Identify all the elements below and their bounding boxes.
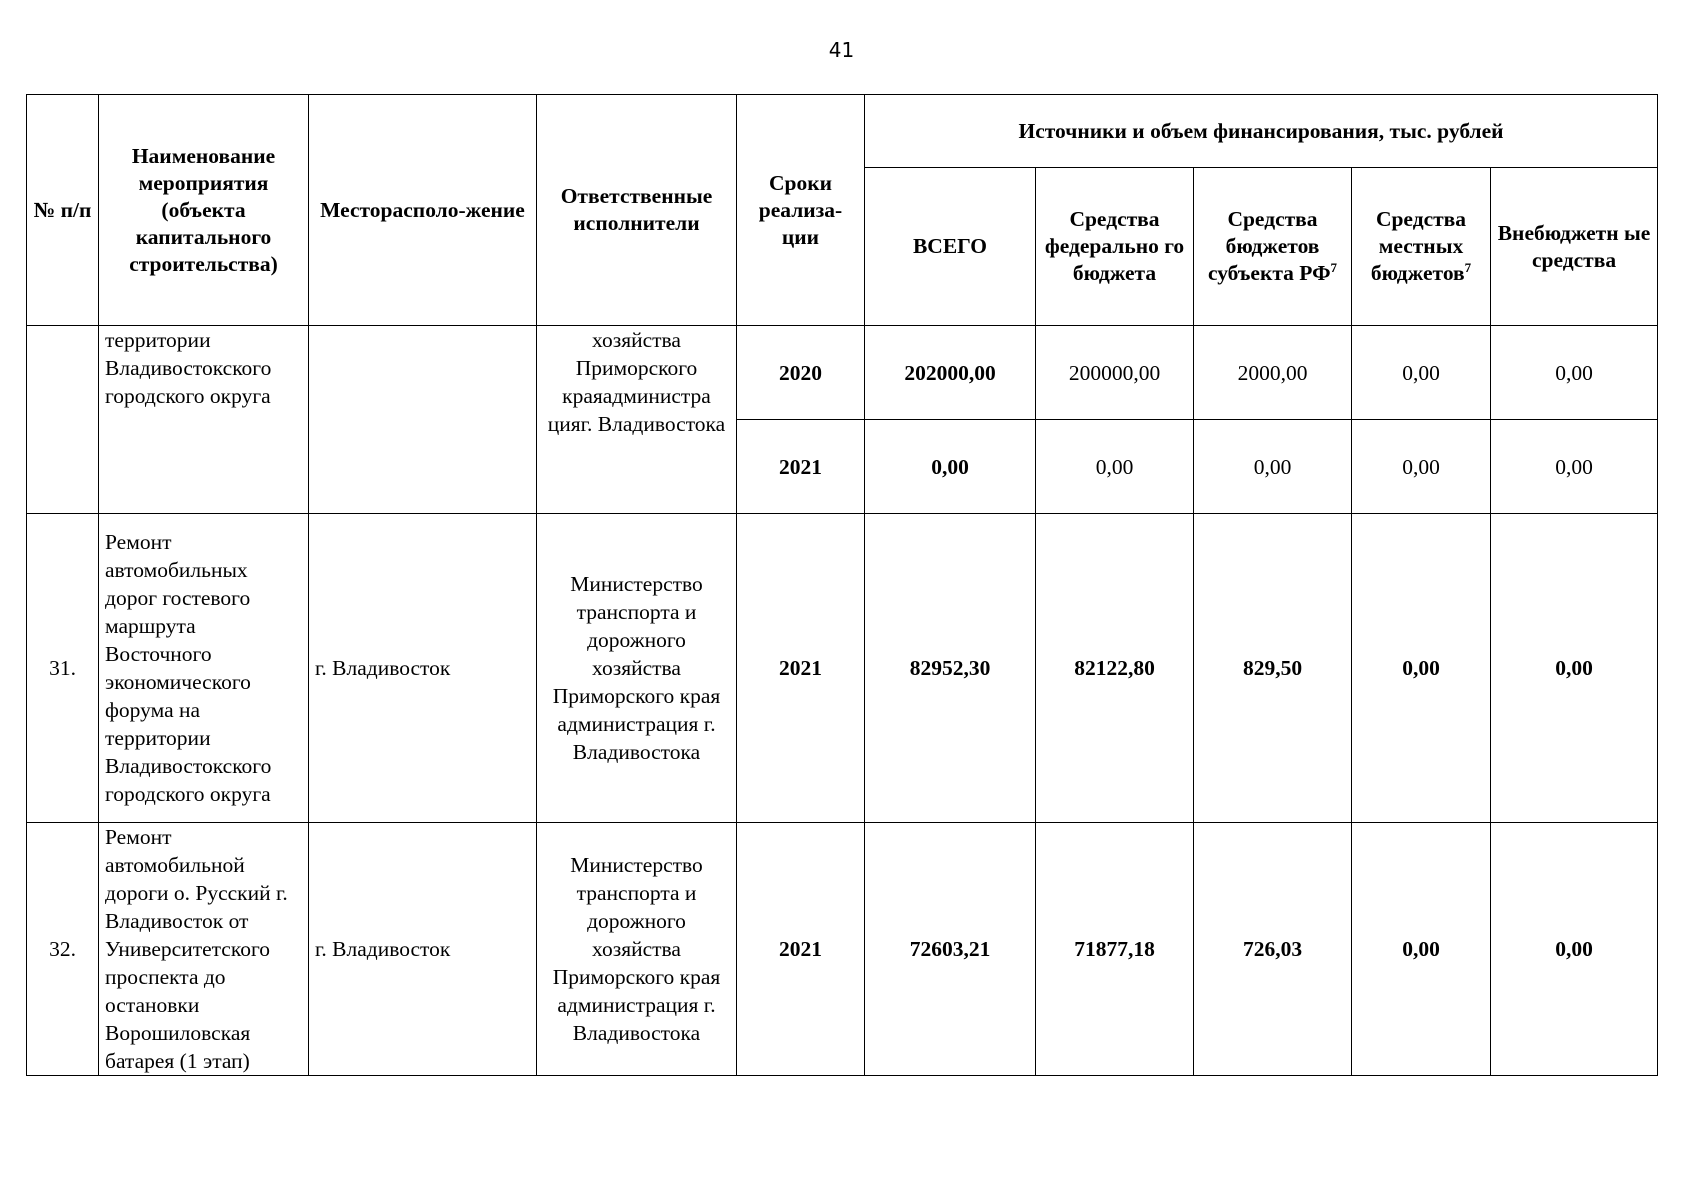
col-header-funding-group: Источники и объем финансирования, тыс. рублей (865, 95, 1658, 168)
cell-name: Ремонт автомобильных дорог гостевого маршрута Восточного экономического форума на территории Владивостокского городского округа (99, 514, 309, 823)
cell-extra: 0,00 (1491, 326, 1658, 420)
cell-regional: 726,03 (1194, 823, 1352, 1076)
cell-year: 2020 (737, 326, 865, 420)
cell-year: 2021 (737, 823, 865, 1076)
cell-regional: 829,50 (1194, 514, 1352, 823)
cell-total: 0,00 (865, 420, 1036, 514)
cell-location: г. Владивосток (309, 514, 537, 823)
col-header-location: Месторасполо-жение (309, 95, 537, 326)
table-row-continued-2020 (27, 326, 1658, 420)
cell-executors-continued: хозяйства Приморского краяадминистра цияг. Владивостока (537, 326, 737, 514)
cell-year: 2021 (737, 420, 865, 514)
table-row-32 (27, 823, 1658, 1076)
cell-location: г. Владивосток (309, 823, 537, 1076)
col-header-local (1352, 168, 1491, 326)
cell-num: 31. (27, 514, 99, 823)
cell-local: 0,00 (1352, 514, 1491, 823)
col-header-regional (1194, 168, 1352, 326)
cell-num-continued (27, 326, 99, 514)
cell-federal: 200000,00 (1036, 326, 1194, 420)
cell-name: Ремонт автомобильной дороги о. Русский г. Владивосток от Университетского проспекта до остановки Ворошиловская батарея (1 этап) (99, 823, 309, 1076)
col-header-extra: Внебюджетн ые средства (1491, 168, 1658, 326)
col-header-total: ВСЕГО (865, 168, 1036, 326)
cell-local: 0,00 (1352, 823, 1491, 1076)
cell-extra: 0,00 (1491, 420, 1658, 514)
col-header-regional-text: Средства бюджетов субъекта РФ (1207, 207, 1331, 285)
footnote-marker: 7 (1464, 259, 1472, 275)
header-row-top (27, 95, 1658, 168)
cell-executors: Министерство транспорта и дорожного хозяйства Приморского края администрация г. Владивостока (537, 823, 737, 1076)
cell-federal: 82122,80 (1036, 514, 1194, 823)
col-header-num: № п/п (27, 95, 99, 326)
financing-table (26, 94, 1658, 1076)
cell-federal: 71877,18 (1036, 823, 1194, 1076)
cell-total: 82952,30 (865, 514, 1036, 823)
table-row-31 (27, 514, 1658, 823)
cell-extra: 0,00 (1491, 514, 1658, 823)
cell-regional: 0,00 (1194, 420, 1352, 514)
cell-regional: 2000,00 (1194, 326, 1352, 420)
cell-local: 0,00 (1352, 420, 1491, 514)
cell-federal: 0,00 (1036, 420, 1194, 514)
cell-location-continued (309, 326, 537, 514)
cell-total: 72603,21 (865, 823, 1036, 1076)
page-number: 41 (828, 38, 855, 62)
col-header-name: Наименование мероприятия (объекта капитального строительства) (99, 95, 309, 326)
cell-num: 32. (27, 823, 99, 1076)
col-header-executors: Ответственные исполнители (537, 95, 737, 326)
cell-year: 2021 (737, 514, 865, 823)
footnote-marker: 7 (1330, 259, 1338, 275)
cell-executors: Министерство транспорта и дорожного хозяйства Приморского края администрация г. Владивостока (537, 514, 737, 823)
col-header-terms: Сроки реализа-ции (737, 95, 865, 326)
col-header-federal: Средства федерально го бюджета (1036, 168, 1194, 326)
cell-local: 0,00 (1352, 326, 1491, 420)
col-header-local-text: Средства местных бюджетов (1370, 207, 1467, 285)
cell-extra: 0,00 (1491, 823, 1658, 1076)
cell-name-continued: территории Владивостокского городского округа (99, 326, 309, 514)
cell-total: 202000,00 (865, 326, 1036, 420)
